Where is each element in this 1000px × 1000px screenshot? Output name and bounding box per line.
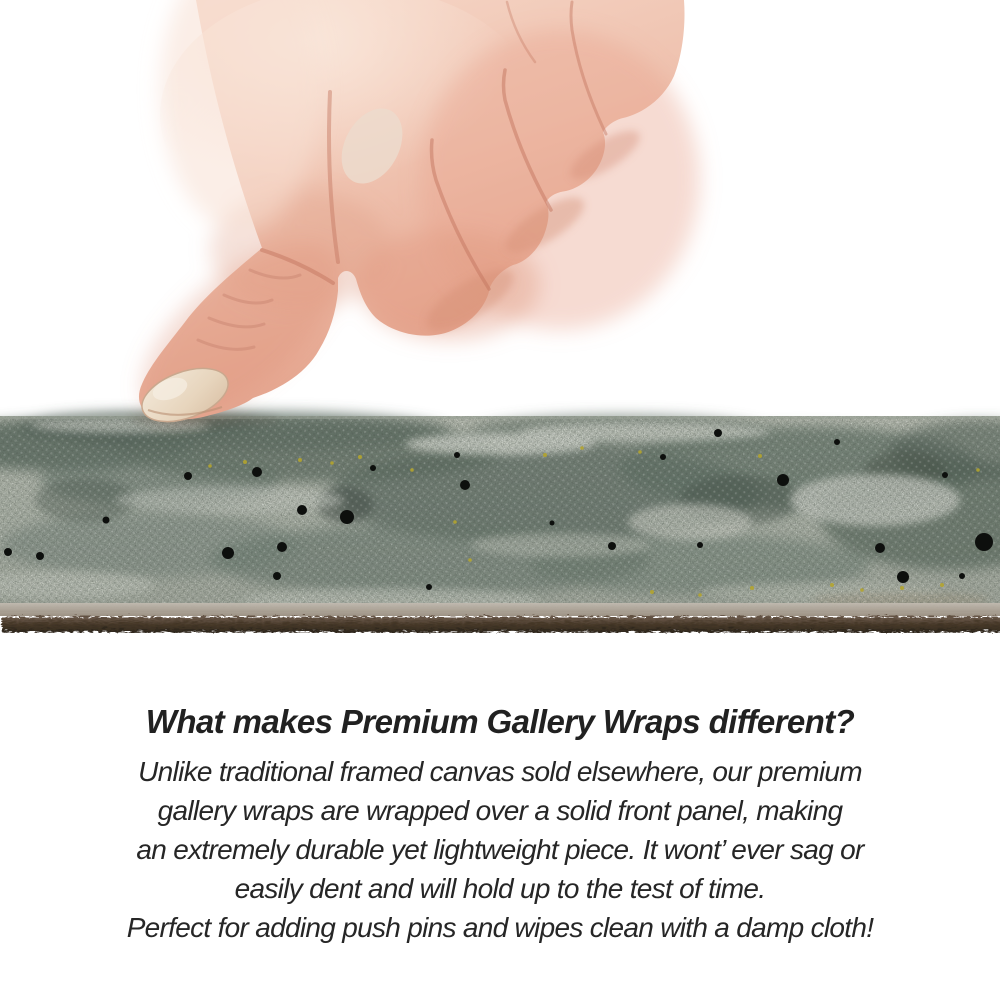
panel-dark-edge bbox=[0, 615, 1000, 630]
body-line-4: easily dent and will hold up to the test of time. bbox=[234, 873, 766, 904]
canvas-grain-texture bbox=[0, 416, 1000, 608]
marketing-copy bbox=[0, 700, 1000, 947]
body-line-2: gallery wraps are wrapped over a solid front panel, making bbox=[157, 795, 843, 826]
canvas-wrap-lip bbox=[0, 603, 1000, 616]
headline: What makes Premium Gallery Wraps different? bbox=[145, 703, 855, 740]
panel-edge-underside bbox=[0, 628, 1000, 631]
body-line-3: an extremely durable yet lightweight piece. It wont’ ever sag or bbox=[136, 834, 864, 865]
hand-photo bbox=[113, 0, 700, 449]
canvas-edge-photo bbox=[0, 411, 1000, 631]
body-line-5: Perfect for adding push pins and wipes clean with a damp cloth! bbox=[126, 912, 874, 943]
body-line-1: Unlike traditional framed canvas sold elsewhere, our premium bbox=[138, 756, 862, 787]
